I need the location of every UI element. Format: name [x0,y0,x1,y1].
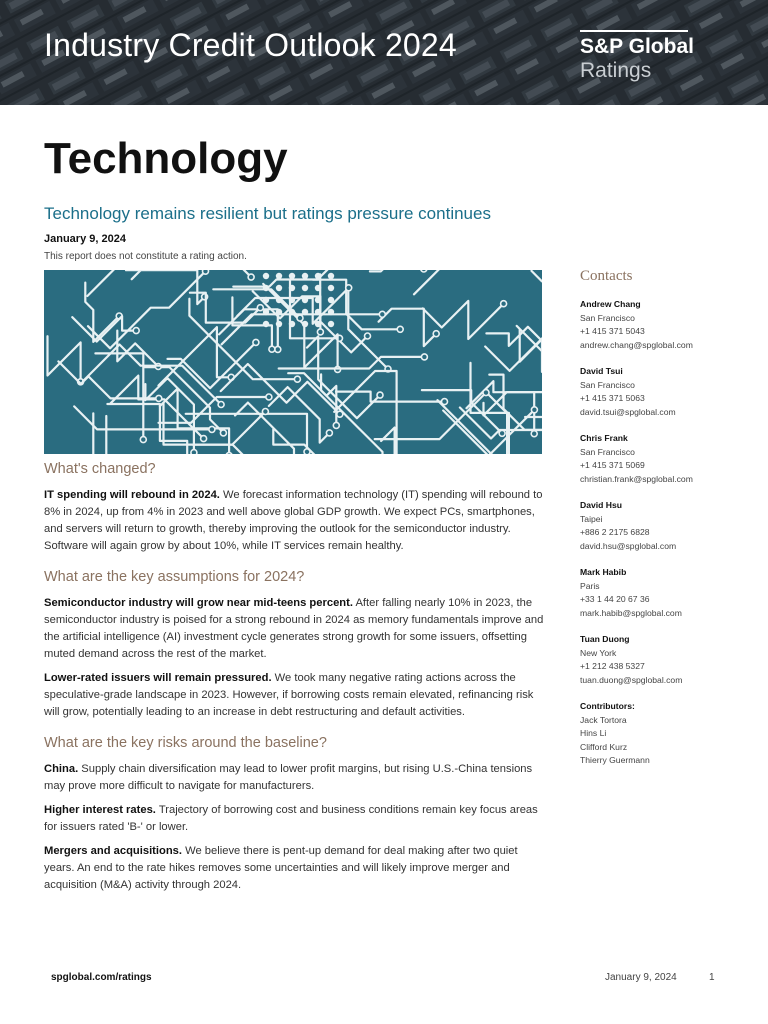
paragraph-text: We forecast information technology (IT) spending will rebound to 8% in 2024, up from 4% in 2023 and well above global GDP growth. We expect PCs, smartphones, and servers will return to growth, thereby improving the outlook for the semiconductor industry. Software will again grow by about 10%, while IT services remain healthy. [44,489,543,552]
paragraph [44,487,544,555]
section-heading: What are the key assumptions for 2024? [44,569,305,585]
paragraph-text: Trajectory of borrowing cost and business conditions remain key focus areas for issuers rated 'B-' or lower. [44,804,538,833]
contact-name: David Tsui [580,366,623,376]
contact-card [580,298,750,352]
logo-top-text: S&P Global [580,35,694,58]
contact-phone: +1 212 438 5327 [580,661,645,671]
section-key-assumptions [44,569,544,721]
contact-card [580,633,750,687]
paragraph-text: Supply chain diversification may lead to lower profit margins, but rising U.S.-China tensions may prove more difficult to navigate for manufacturers. [44,763,533,792]
logo-rule [580,30,688,32]
paragraph-lead: China. [44,763,79,775]
paragraph-lead: IT spending will rebound in 2024. [44,489,220,501]
main-content [44,461,544,908]
section-heading: What are the key risks around the baseline? [44,735,327,751]
page-number: 1 [709,972,715,983]
contact-email[interactable]: mark.habib@spglobal.com [580,607,682,618]
contact-city: New York [580,647,617,658]
contact-name: Chris Frank [580,433,628,443]
paragraph [44,670,544,721]
paragraph-lead: Semiconductor industry will grow near mid-teens percent. [44,597,353,609]
contact-name: Mark Habib [580,567,627,577]
footer-date: January 9, 2024 [605,972,677,983]
contributor-name: Clifford Kurz [580,741,628,752]
contact-card [580,499,750,553]
banner-title: Industry Credit Outlook 2024 [44,27,457,63]
contact-email[interactable]: christian.frank@spglobal.com [580,473,693,484]
contact-email[interactable]: tuan.duong@spglobal.com [580,674,683,685]
contact-phone: +1 415 371 5063 [580,393,645,403]
section-whats-changed [44,461,544,555]
contact-email[interactable]: david.tsui@spglobal.com [580,406,676,417]
contributor-name: Thierry Guermann [580,755,650,765]
section-key-risks [44,735,544,894]
logo-bottom-text: Ratings [580,59,652,82]
page-title: Technology [44,134,288,183]
contributors-label: Contributors: [580,701,635,711]
paragraph-text: We took many negative rating actions across the speculative-grade landscape in 2023. However, if borrowing costs remain elevated, refinancing risk will grow, potentially leading to an increase in debt restructuring and default activities. [44,672,534,718]
contributors-block [580,700,750,768]
paragraph [44,802,544,836]
contact-card [580,566,750,620]
paragraph-lead: Lower-rated issuers will remain pressured. [44,672,272,684]
paragraph-lead: Mergers and acquisitions. [44,845,183,857]
section-heading: What's changed? [44,461,156,477]
circuit-board-graphic [44,270,542,454]
contacts-heading: Contacts [580,268,633,284]
contact-name: David Hsu [580,500,623,510]
paragraph [44,595,544,663]
report-date: January 9, 2024 [44,233,126,245]
paragraph [44,761,544,795]
contributor-name: Jack Tortora [580,714,627,725]
contact-email[interactable]: david.hsu@spglobal.com [580,540,677,551]
page-subtitle: Technology remains resilient but ratings pressure continues [44,204,491,223]
paragraph-text: We believe there is pent-up demand for deal making after two quiet years. An end to the rate hikes removes some uncertainties and will likely improve merger and acquisition (M&A) activity through 2024. [44,845,518,891]
contact-card [580,432,750,486]
paragraph [44,843,544,894]
contact-city: Taipei [580,513,603,524]
contact-phone: +33 1 44 20 67 36 [580,594,650,604]
contact-city: Paris [580,580,600,591]
contacts-sidebar [580,268,750,768]
contact-city: San Francisco [580,446,635,457]
sp-global-logo [580,30,694,82]
header-banner [0,0,768,105]
contact-phone: +1 415 371 5069 [580,460,645,470]
contact-phone: +886 2 2175 6828 [580,527,650,537]
contact-email[interactable]: andrew.chang@spglobal.com [580,339,693,350]
paragraph-lead: Higher interest rates. [44,804,156,816]
contact-card [580,365,750,419]
paragraph-text: After falling nearly 10% in 2023, the semiconductor industry is poised for a strong rebound in 2024 as memory fundamentals improve and the artificial intelligence (AI) investment cycle generates strong growth for some issuers, offsetting muted demand across the rest of the market. [44,597,544,660]
footer-link[interactable]: spglobal.com/ratings [51,972,152,983]
contact-phone: +1 415 371 5043 [580,326,645,336]
contact-name: Andrew Chang [580,299,641,309]
contact-city: San Francisco [580,379,635,390]
circuit-board-image [44,270,542,454]
contributor-name: Hins Li [580,728,607,738]
disclaimer: This report does not constitute a rating action. [44,251,247,262]
contact-city: San Francisco [580,312,635,323]
contact-name: Tuan Duong [580,634,630,644]
